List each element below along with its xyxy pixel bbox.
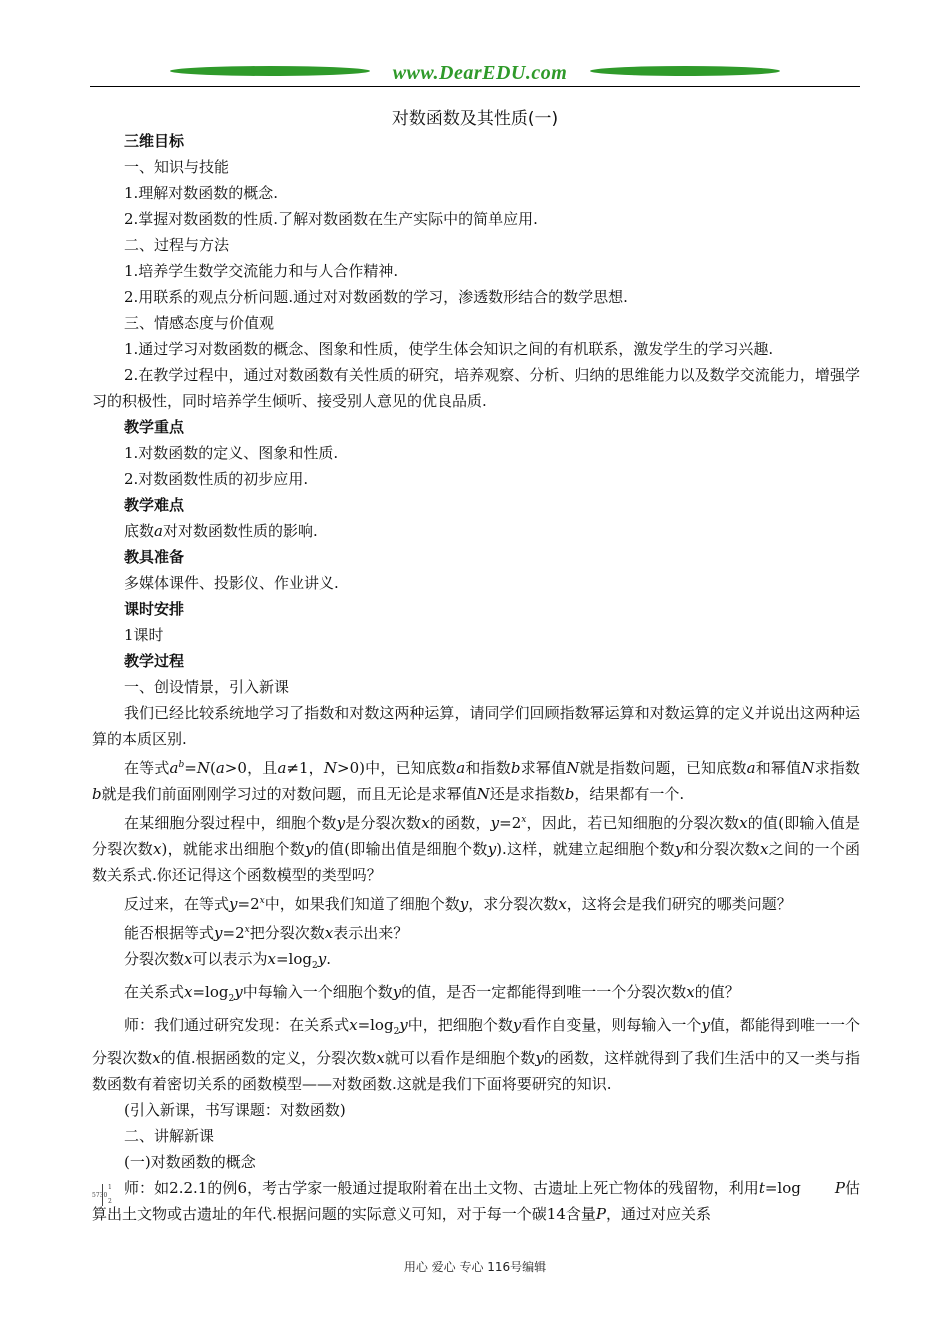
text: 就是我们前面刚刚学习过的对数问题，而且无论是求幂值 (101, 785, 477, 803)
text: 的值.根据函数的定义，分裂次数 (160, 1049, 377, 1067)
goal-item: 1.培养学生数学交流能力和与人合作精神. (124, 262, 399, 280)
text: 在关系式 (124, 983, 185, 1001)
text: 的值，是否一定都能得到唯一一个分裂次数 (401, 983, 687, 1001)
text: 是分裂次数 (345, 814, 422, 832)
var-x: x (558, 895, 567, 913)
paragraph-reverse (92, 888, 860, 917)
var-N: N (801, 759, 815, 777)
var-b: b (178, 760, 185, 770)
text: 表示出来？ (333, 924, 409, 942)
var-b: b (564, 785, 575, 803)
var-y: y (317, 950, 327, 968)
text: 能否根据等式 (124, 924, 215, 942)
paragraph-cell-division (92, 807, 860, 888)
text: =log (192, 983, 229, 1001)
text: 在等式 (124, 759, 170, 777)
var-y: y (392, 983, 402, 1001)
text: 的值？ (694, 983, 740, 1001)
heading-schedule: 课时安排 (124, 600, 185, 618)
var-N: N (476, 785, 490, 803)
var-x: x (759, 840, 769, 858)
paragraph-uniqueness (92, 979, 860, 1012)
difficulty-item (92, 518, 860, 544)
text: 底数 (124, 522, 155, 540)
var-b: b (510, 759, 521, 777)
var-y: y (229, 895, 238, 913)
schedule-item: 1课时 (124, 626, 164, 644)
var-y: y (535, 1049, 544, 1067)
var-x: x (259, 896, 265, 906)
subsection-concept: (一)对数函数的概念 (124, 1153, 256, 1171)
var-t: t (758, 1179, 765, 1197)
text: 分裂次数 (124, 950, 185, 968)
var-a: a (456, 759, 466, 777)
var-x: x (686, 983, 695, 1001)
var-y: y (490, 814, 500, 832)
formula-numerator: 1 (108, 1184, 112, 1191)
var-y: y (234, 983, 243, 1001)
goal-section-2: 二、过程与方法 (124, 236, 230, 254)
text: =log (275, 950, 312, 968)
text: 中，如果我们知道了细胞个数 (264, 895, 460, 913)
var-x: x (739, 814, 748, 832)
text: 就是指数问题，已知底数 (579, 759, 747, 777)
var-y: y (701, 1016, 710, 1034)
var-x: x (376, 1049, 385, 1067)
var-x: x (349, 1016, 358, 1034)
text: 的值(即输入值是分裂次数 (92, 814, 860, 858)
key-item: 2.对数函数性质的初步应用. (124, 470, 309, 488)
text: =log (764, 1179, 801, 1197)
key-item: 1.对数函数的定义、图象和性质. (124, 444, 339, 462)
document-title: 对数函数及其性质(一) (391, 109, 559, 129)
text: ，因此，若已知细胞的分裂次数 (526, 814, 740, 832)
var-P: P (595, 1205, 606, 1223)
text: ).这样，就建立起细胞个数 (496, 840, 675, 858)
text: 的值(即输出值是细胞个数 (313, 840, 488, 858)
var-N: N (566, 759, 580, 777)
text: ( (209, 759, 216, 777)
var-y: y (336, 814, 346, 832)
formula-index: 5730 (92, 1192, 108, 1199)
var-P: P (834, 1179, 845, 1197)
formula-denominator: 2 (108, 1198, 112, 1205)
text: >0，且 (224, 759, 278, 777)
var-x: x (153, 840, 162, 858)
text: 可以表示为 (192, 950, 268, 968)
text: 就可以看作是细胞个数 (384, 1049, 536, 1067)
heading-tools: 教具准备 (124, 548, 185, 566)
paragraph-teacher (92, 1012, 860, 1097)
var-y: y (487, 840, 497, 858)
goal-item: 2.掌握对数函数的性质.了解对数函数在生产实际中的简单应用. (124, 210, 538, 228)
text: 师：如2.2.1的例6，考古学家一般通过提取附着在出土文物、古遗址上死亡物体的残留物，利用 (124, 1179, 759, 1197)
var-x: x (267, 950, 276, 968)
text: ，结果都有一个. (574, 785, 685, 803)
text: =2 (222, 924, 245, 942)
page-header (90, 60, 860, 90)
var-x: x (184, 950, 193, 968)
var-y: y (399, 1016, 408, 1034)
text: ≠1， (286, 759, 324, 777)
text: 反过来，在等式 (124, 895, 230, 913)
heading-process: 教学过程 (124, 652, 185, 670)
text: 之间的一个函数关系式.你还记得这个函数模型的类型吗？ (92, 840, 860, 884)
text: 在某细胞分裂过程中，细胞个数 (124, 814, 337, 832)
text: =2 (237, 895, 260, 913)
goal-item: 1.理解对数函数的概念. (124, 184, 279, 202)
var-x: x (324, 924, 334, 942)
paragraph: 我们已经比较系统地学习了指数和对数这两种运算，请同学们回顾指数幂运算和对数运算的定义并说出这两种运算的本质区别. (92, 704, 860, 748)
var-x: x (521, 815, 527, 825)
tools-item: 多媒体课件、投影仪、作业讲义. (124, 574, 339, 592)
text: ，求分裂次数 (468, 895, 559, 913)
text: 和幂值 (755, 759, 802, 777)
var-x: x (152, 1049, 161, 1067)
var-a: a (215, 759, 225, 777)
text: >0)中，已知底数 (337, 759, 457, 777)
process-section-1: 一、创设情景，引入新课 (124, 678, 290, 696)
goal-item: 2.在教学过程中，通过对数函数有关性质的研究，培养观察、分析、归纳的思维能力以及数学交流能力，增强学习的积极性，同时培养学生倾听、接受别人意见的优良品质. (92, 366, 860, 410)
text: 把分裂次数 (249, 924, 325, 942)
text: =log (357, 1016, 394, 1034)
goal-section-1: 一、知识与技能 (124, 158, 230, 176)
text: 的函数，这样就得到了我们生活中的又一类与指数函数有着密切关系的函数模型——对数函数.这就是我们下面将要研究的知识. (92, 1049, 860, 1093)
heading-goals: 三维目标 (124, 132, 185, 150)
paragraph-equation (92, 752, 860, 807)
paragraph-answer (92, 946, 860, 979)
document-body (92, 128, 860, 1227)
var-a: a (277, 759, 287, 777)
text: )，就能求出细胞个数 (161, 840, 305, 858)
text: 还是求指数 (489, 785, 565, 803)
var-y: y (512, 1016, 522, 1034)
text: 中每输入一个细胞个数 (242, 983, 393, 1001)
paragraph-question (92, 917, 860, 946)
log-base: 2 (393, 1027, 400, 1037)
var-b: b (92, 785, 102, 803)
var-a: a (746, 759, 756, 777)
header-rule (90, 86, 860, 87)
var-N: N (323, 759, 337, 777)
site-logo[interactable]: www.DearEDU.com (392, 62, 568, 84)
text: = (184, 759, 197, 777)
log-base: 2 (311, 961, 318, 971)
log-base-formula (92, 1178, 116, 1212)
text: ，通过对应关系 (605, 1205, 711, 1223)
text: 求指数 (814, 759, 860, 777)
var-x: x (184, 983, 193, 1001)
var-y: y (214, 924, 223, 942)
text: =2 (499, 814, 522, 832)
left-swoosh-decoration (170, 66, 370, 76)
text: 估算出土文物或古遗址的年代.根据问题的实际意义可知，对于每一个碳14含量 (92, 1179, 860, 1223)
var-a: a (154, 522, 163, 540)
text: 的函数， (429, 814, 491, 832)
text: 和分裂次数 (683, 840, 760, 858)
goal-section-3: 三、情感态度与价值观 (124, 314, 275, 332)
text: 师：我们通过研究发现：在关系式 (124, 1016, 350, 1034)
heading-key-points: 教学重点 (124, 418, 185, 436)
paragraph-intro-note: (引入新课，书写课题：对数函数) (124, 1101, 346, 1119)
text: 求幂值 (520, 759, 567, 777)
var-N: N (196, 759, 210, 777)
var-x: x (244, 925, 250, 935)
paragraph-example (92, 1175, 860, 1227)
heading-difficulties: 教学难点 (124, 496, 185, 514)
process-section-2: 二、讲解新课 (124, 1127, 215, 1145)
var-y: y (674, 840, 684, 858)
goal-item: 1.通过学习对数函数的概念、图象和性质，使学生体会知识之间的有机联系，激发学生的学习兴趣. (124, 340, 774, 358)
log-base: 2 (228, 994, 235, 1004)
text: 对对数函数性质的影响. (162, 522, 318, 540)
goal-item: 2.用联系的观点分析问题.通过对对数函数的学习，渗透数形结合的数学思想. (124, 288, 628, 306)
text: ，这将会是我们研究的哪类问题？ (566, 895, 792, 913)
right-swoosh-decoration (590, 66, 780, 76)
text: 值，都能得到唯一一个分裂次数 (92, 1016, 860, 1067)
page-footer: 用心 爱心 专心 116号编辑 (403, 1260, 547, 1274)
text: 和指数 (465, 759, 511, 777)
var-x: x (421, 814, 430, 832)
text: 看作自变量，则每输入一个 (521, 1016, 702, 1034)
var-y: y (304, 840, 314, 858)
var-y: y (459, 895, 469, 913)
text: 中，把细胞个数 (407, 1016, 513, 1034)
var-a: a (169, 759, 179, 777)
text: . (326, 950, 331, 968)
